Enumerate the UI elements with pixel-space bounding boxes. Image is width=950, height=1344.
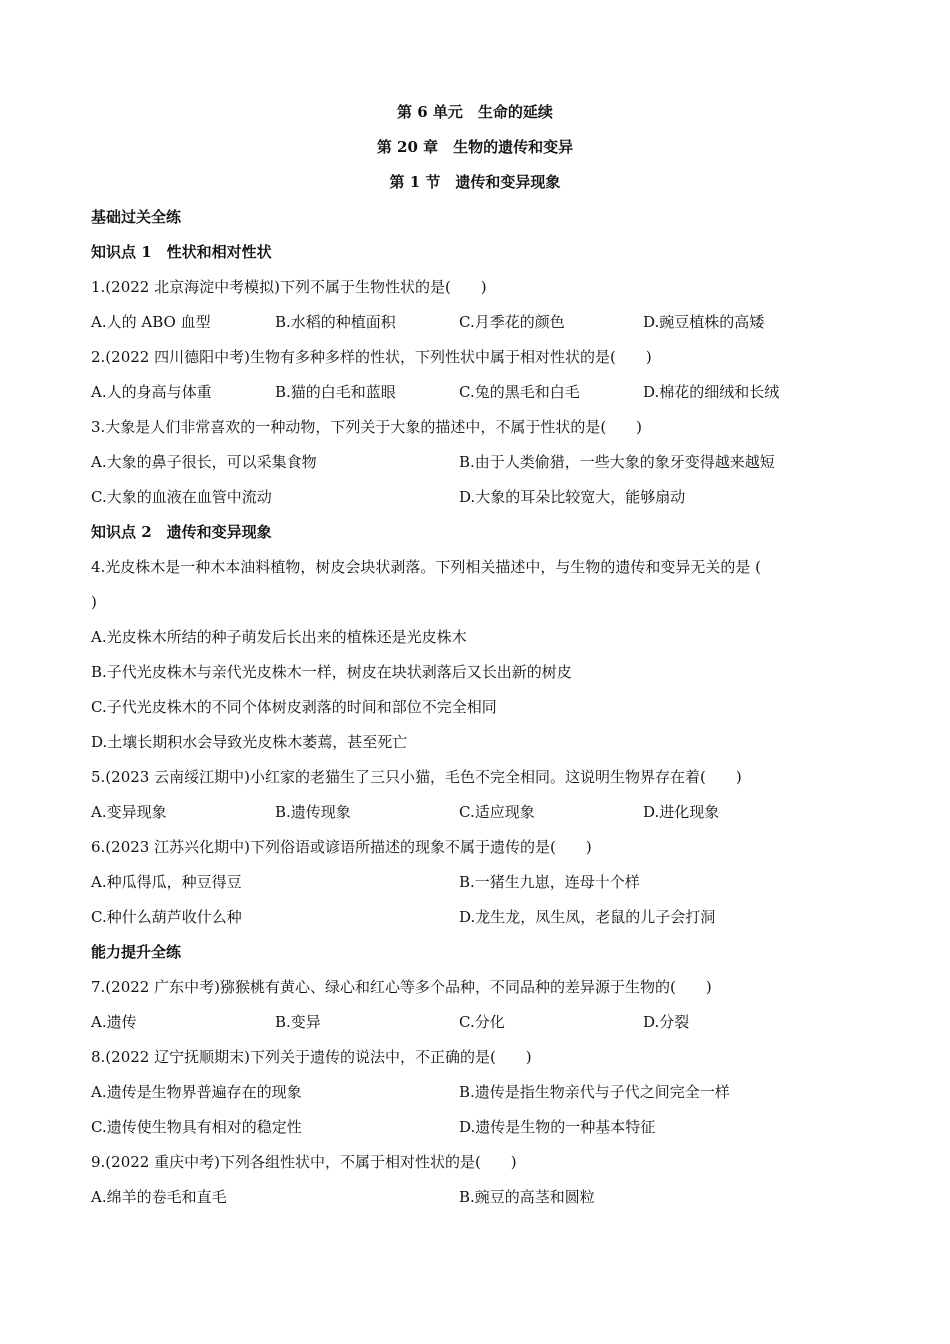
question-4-stem-continued: ) (91, 593, 97, 611)
option-d: D.分裂 (643, 1013, 690, 1031)
option-a: A.遗传 (91, 1013, 137, 1031)
question-4-option-a: A.光皮株木所结的种子萌发后长出来的植株还是光皮株木 (91, 628, 467, 646)
option-b: B.豌豆的高茎和圆粒 (459, 1188, 595, 1206)
option-c: C.兔的黑毛和白毛 (459, 383, 580, 401)
unit-title: 第 6 单元 生命的延续 (397, 103, 553, 121)
question-5-stem: 5.(2023 云南绥江期中)小红家的老猫生了三只小猫，毛色不完全相同。这说明生物界存在着( ) (91, 768, 742, 786)
option-a: A.变异现象 (91, 803, 167, 821)
heading-kp2: 知识点 2 遗传和变异现象 (91, 523, 272, 541)
option-c: C.分化 (459, 1013, 505, 1031)
chapter-title: 第 20 章 生物的遗传和变异 (376, 138, 574, 156)
option-b: B.水稻的种植面积 (275, 313, 396, 331)
option-b: B.遗传现象 (275, 803, 351, 821)
heading-kp1: 知识点 1 性状和相对性状 (91, 243, 272, 261)
option-d: D.大象的耳朵比较宽大，能够扇动 (459, 488, 686, 506)
option-c: C.适应现象 (459, 803, 535, 821)
question-2-stem: 2.(2022 四川德阳中考)生物有多种多样的性状，下列性状中属于相对性状的是( ) (91, 348, 652, 366)
option-c: C.大象的血液在血管中流动 (91, 488, 272, 506)
option-d: D.龙生龙，凤生凤，老鼠的儿子会打洞 (459, 908, 716, 926)
question-3-stem: 3.大象是人们非常喜欢的一种动物，下列关于大象的描述中，不属于性状的是( ) (91, 418, 643, 436)
option-c: C.种什么葫芦收什么种 (91, 908, 242, 926)
option-a: A.人的身高与体重 (91, 383, 212, 401)
option-b: B.一猪生九崽，连母十个样 (459, 873, 640, 891)
question-8-stem: 8.(2022 辽宁抚顺期末)下列关于遗传的说法中，不正确的是( ) (91, 1048, 532, 1066)
option-d: D.豌豆植株的高矮 (643, 313, 765, 331)
option-b: B.猫的白毛和蓝眼 (275, 383, 396, 401)
option-b: B.变异 (275, 1013, 321, 1031)
option-d: D.遗传是生物的一种基本特征 (459, 1118, 656, 1136)
option-c: C.遗传使生物具有相对的稳定性 (91, 1118, 302, 1136)
option-d: D.进化现象 (643, 803, 720, 821)
question-1-stem: 1.(2022 北京海淀中考模拟)下列不属于生物性状的是( ) (91, 278, 487, 296)
option-d: D.棉花的细绒和长绒 (643, 383, 780, 401)
question-4-option-c: C.子代光皮株木的不同个体树皮剥落的时间和部位不完全相同 (91, 698, 497, 716)
heading-advanced: 能力提升全练 (91, 943, 182, 961)
option-b: B.遗传是指生物亲代与子代之间完全一样 (459, 1083, 730, 1101)
option-a: A.人的 ABO 血型 (91, 313, 211, 331)
option-b: B.由于人类偷猎，一些大象的象牙变得越来越短 (459, 453, 775, 471)
option-a: A.种瓜得瓜，种豆得豆 (91, 873, 242, 891)
option-a: A.遗传是生物界普遍存在的现象 (91, 1083, 302, 1101)
heading-basic: 基础过关全练 (91, 208, 182, 226)
option-a: A.绵羊的卷毛和直毛 (91, 1188, 227, 1206)
question-6-stem: 6.(2023 江苏兴化期中)下列俗语或谚语所描述的现象不属于遗传的是( ) (91, 838, 592, 856)
section-title: 第 1 节 遗传和变异现象 (389, 173, 561, 191)
question-4-option-d: D.土壤长期积水会导致光皮株木萎蔫，甚至死亡 (91, 733, 408, 751)
question-9-stem: 9.(2022 重庆中考)下列各组性状中，不属于相对性状的是( ) (91, 1153, 517, 1171)
question-4-option-b: B.子代光皮株木与亲代光皮株木一样，树皮在块状剥落后又长出新的树皮 (91, 663, 572, 681)
option-a: A.大象的鼻子很长，可以采集食物 (91, 453, 317, 471)
option-c: C.月季花的颜色 (459, 313, 565, 331)
question-4-stem: 4.光皮株木是一种木本油料植物，树皮会块状剥落。下列相关描述中，与生物的遗传和变异无关的是 ( (91, 558, 761, 576)
question-7-stem: 7.(2022 广东中考)猕猴桃有黄心、绿心和红心等多个品种，不同品种的差异源于生物的( ) (91, 978, 712, 996)
